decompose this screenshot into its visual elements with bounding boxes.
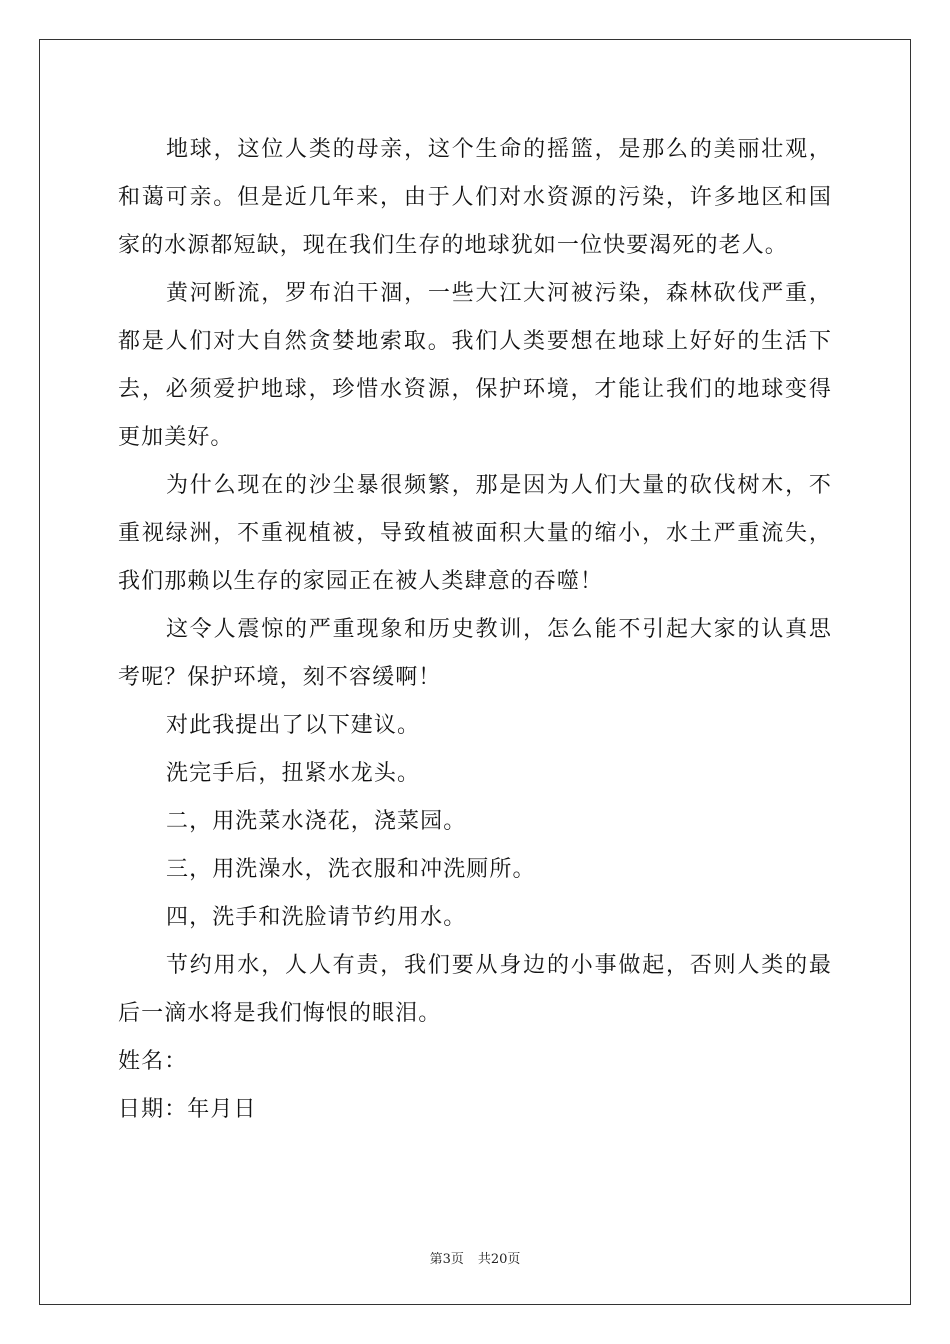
paragraph-2: 黄河断流，罗布泊干涸，一些大江大河被污染，森林砍伐严重，都是人们对大自然贪婪地索取。我们人类要想在地球上好好的生活下去，必须爱护地球，珍惜水资源，保护环境，才能让我们的地球变得更加美好。 xyxy=(118,281,832,450)
paragraph-1: 地球，这位人类的母亲，这个生命的摇篮，是那么的美丽壮观，和蔼可亲。但是近几年来，由于人们对水资源的污染，许多地区和国家的水源都短缺，现在我们生存的地球犹如一位快要渴死的老人。 xyxy=(118,137,832,258)
paragraph-7: 二，用洗菜水浇花，浇菜园。 xyxy=(166,809,467,834)
date-label: 日期：年月日 xyxy=(118,1097,257,1122)
page-number-current: 第3页 xyxy=(429,1252,464,1267)
paragraph-10: 节约用水，人人有责，我们要从身边的小事做起，否则人类的最后一滴水将是我们悔恨的眼泪。 xyxy=(118,953,832,1026)
paragraph-9: 四，洗手和洗脸请节约用水。 xyxy=(166,905,467,930)
page-number-total: 共20页 xyxy=(477,1252,521,1267)
paragraph-8: 三，用洗澡水，洗衣服和冲洗厕所。 xyxy=(166,857,536,882)
paragraph-4: 这令人震惊的严重现象和历史教训，怎么能不引起大家的认真思考呢？保护环境，刻不容缓啊！ xyxy=(118,617,832,690)
document-body xyxy=(118,126,832,1134)
name-label: 姓名： xyxy=(118,1049,188,1074)
paragraph-6: 洗完手后，扭紧水龙头。 xyxy=(166,761,421,786)
page-footer xyxy=(0,1248,950,1267)
paragraph-5: 对此我提出了以下建议。 xyxy=(166,713,421,738)
paragraph-3: 为什么现在的沙尘暴很频繁，那是因为人们大量的砍伐树木，不重视绿洲，不重视植被，导致植被面积大量的缩小，水土严重流失，我们那赖以生存的家园正在被人类肆意的吞噬！ xyxy=(118,473,832,594)
